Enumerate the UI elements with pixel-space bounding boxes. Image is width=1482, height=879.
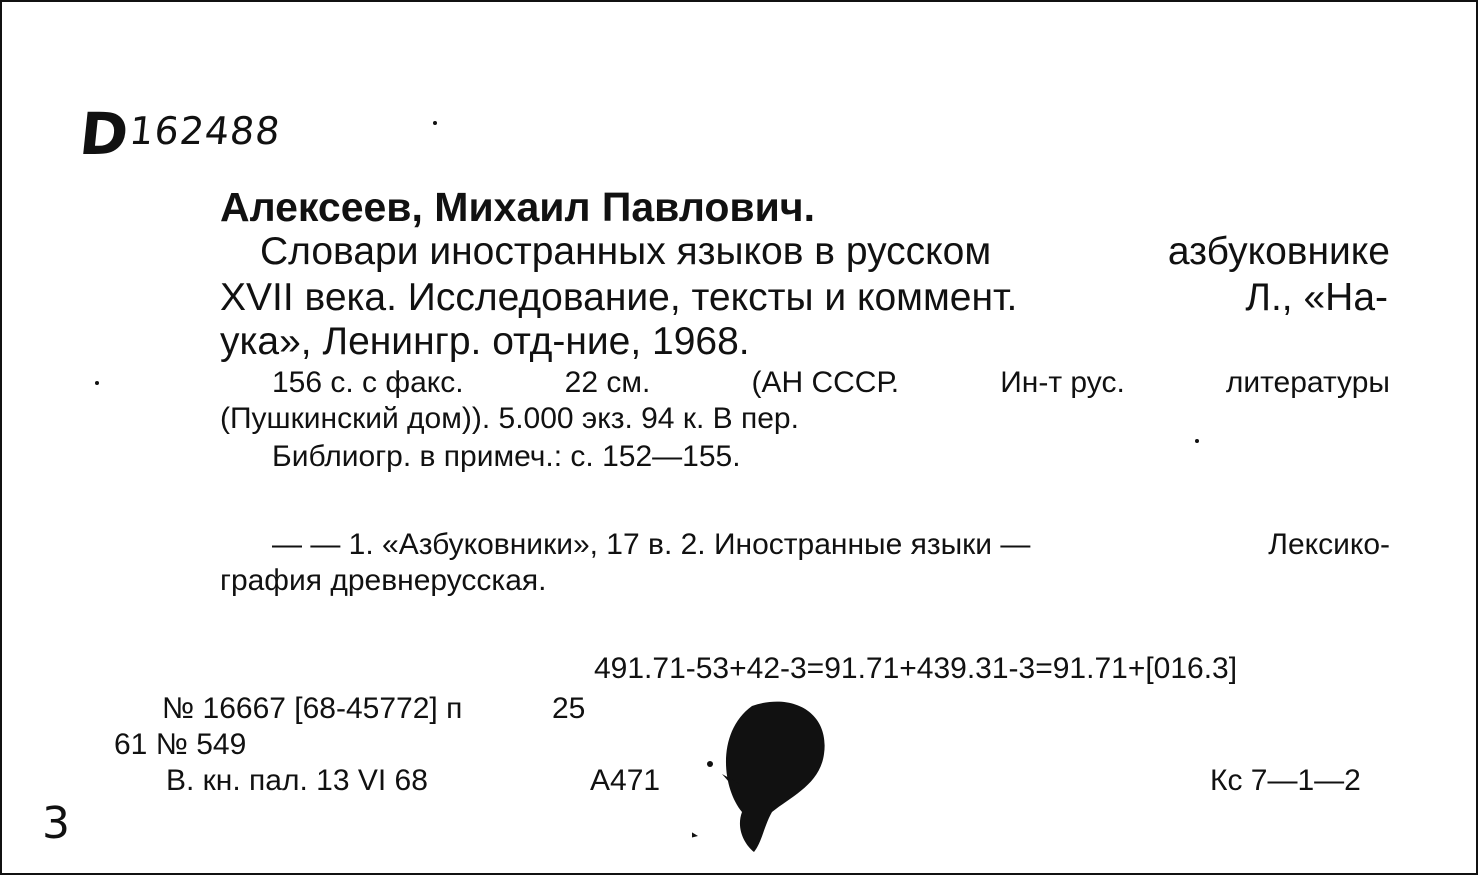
classification-index: 491.71-53+42-3=91.71+439.31-3=91.71+[016.3] bbox=[594, 652, 1238, 685]
title-line-1-right: азбуковнике bbox=[1167, 230, 1390, 273]
title-line-2-left: XVII века. Исследование, тексты и коммент. bbox=[220, 276, 1018, 319]
subjects-line-1-left: — — 1. «Азбуковники», 17 в. 2. Иностранные языки — bbox=[272, 528, 1031, 561]
description-line-2: (Пушкинский дом)). 5.000 экз. 94 к. В пер. bbox=[220, 402, 799, 435]
speck bbox=[1194, 438, 1200, 444]
size: 22 см. bbox=[564, 366, 651, 399]
stamp-digits: 162488 bbox=[127, 109, 283, 153]
title-line-1-left: Словари иностранных языков в русском bbox=[260, 230, 992, 273]
publisher-a: (АН СССР. bbox=[751, 366, 900, 399]
subjects-line-1-right: Лексико- bbox=[1268, 528, 1390, 561]
publisher-c: литературы bbox=[1225, 366, 1390, 399]
stamp-letter: D bbox=[76, 100, 133, 168]
description-line-1 bbox=[272, 366, 1390, 400]
speck bbox=[432, 120, 438, 126]
record-number-2: 61 № 549 bbox=[114, 728, 247, 761]
title-line-1 bbox=[260, 230, 1390, 274]
chamber-date: В. кн. пал. 13 VI 68 bbox=[166, 764, 428, 797]
pages: 156 с. с факс. bbox=[272, 366, 464, 399]
title-line-3: ука», Ленингр. отд-ние, 1968. bbox=[220, 320, 750, 363]
handwritten-mark: 3 bbox=[42, 798, 70, 849]
subjects-line-1 bbox=[272, 528, 1390, 562]
bibliography-note: Библиогр. в примеч.: с. 152—155. bbox=[272, 440, 741, 473]
speck bbox=[94, 380, 100, 386]
title-line-2 bbox=[220, 276, 1388, 320]
ink-blot bbox=[692, 692, 852, 872]
title-line-2-right: Л., «На- bbox=[1245, 276, 1388, 319]
record-number-suffix: 25 bbox=[552, 692, 586, 725]
card-code: Кс 7—1—2 bbox=[1210, 764, 1361, 797]
record-number: № 16667 [68-45772] п bbox=[162, 692, 463, 725]
order-code: А471 bbox=[590, 764, 661, 797]
stamp-number bbox=[76, 100, 283, 168]
subjects-line-2: графия древнерусская. bbox=[220, 564, 547, 597]
author-name: Алексеев, Михаил Павлович. bbox=[220, 184, 815, 230]
publisher-b: Ин-т рус. bbox=[1000, 366, 1125, 399]
